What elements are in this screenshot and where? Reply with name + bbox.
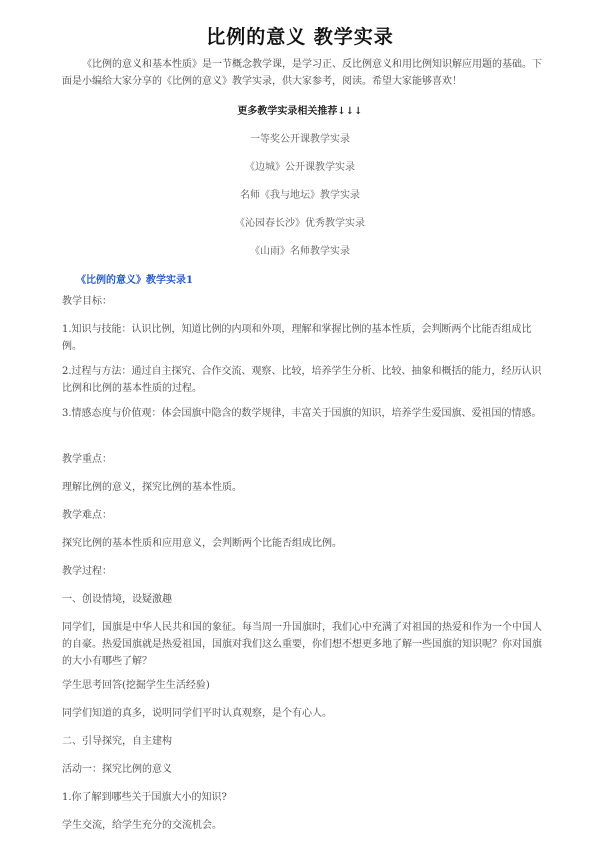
recommendation-link[interactable]: 《边城》公开课教学实录 [245,162,355,173]
recommendation-link[interactable]: 名师《我与地坛》教学实录 [240,190,360,201]
paragraph: 1.你了解到哪些关于国旗大小的知识? [62,792,227,803]
paragraph: 教学过程： [62,566,112,577]
recommendations-heading: 更多教学实录相关推荐↓↓↓ [237,106,363,117]
section-heading: 《比例的意义》教学实录1 [76,275,193,286]
page-title: 比例的意义 教学实录 [206,26,394,48]
paragraph: 教学重点： [62,454,112,465]
paragraph: 教学难点： [62,510,112,521]
paragraph: 理解比例的意义，探究比例的基本性质。 [62,482,242,493]
recommendation-link[interactable]: 一等奖公开课教学实录 [250,134,350,145]
paragraph: 学生思考回答(挖掘学生生活经验) [62,680,210,691]
paragraph: 同学们知道的真多，说明同学们平时认真观察，是个有心人。 [62,708,332,719]
paragraph: 2.过程与方法：通过自主探究、合作交流、观察、比较，培养学生分析、比较、抽象和概括的能力，经历认识比例和比例的基本性质的过程。 [62,366,542,394]
paragraph: 一、创设情境，设疑激趣 [62,594,172,605]
paragraph: 1.知识与技能：认识比例，知道比例的内项和外项，理解和掌握比例的基本性质，会判断两个比能否组成比例。 [62,324,532,352]
intro-paragraph: 《比例的意义和基本性质》是一节概念教学课，是学习正、反比例意义和用比例知识解应用题的基础。下面是小编给大家分享的《比例的意义》教学实录，供大家参考，阅读。希望大家能够喜欢！ [62,59,542,87]
paragraph: 3.情感态度与价值观：体会国旗中隐含的数学规律，丰富关于国旗的知识，培养学生爱国旗、爱祖国的情感。 [62,408,542,419]
paragraph: 同学们，国旗是中华人民共和国的象征。每当周一升国旗时，我们心中充满了对祖国的热爱和作为一个中国人的自豪。热爱国旗就是热爱祖国，国旗对我们这么重要，你们想不想更多地了解一些国旗的知识呢？你对国旗的大小有哪些了解？ [62,622,542,667]
paragraph: 活动一：探究比例的意义 [62,764,172,775]
paragraph: 二、引导探究，自主建构 [62,736,172,747]
paragraph: 教学目标： [62,296,112,307]
recommendation-link[interactable]: 《山雨》名师教学实录 [250,246,350,257]
paragraph: 探究比例的基本性质和应用意义，会判断两个比能否组成比例。 [62,538,342,549]
paragraph: 学生交流，给学生充分的交流机会。 [62,820,222,831]
recommendation-link[interactable]: 《沁园春长沙》优秀教学实录 [235,218,365,229]
